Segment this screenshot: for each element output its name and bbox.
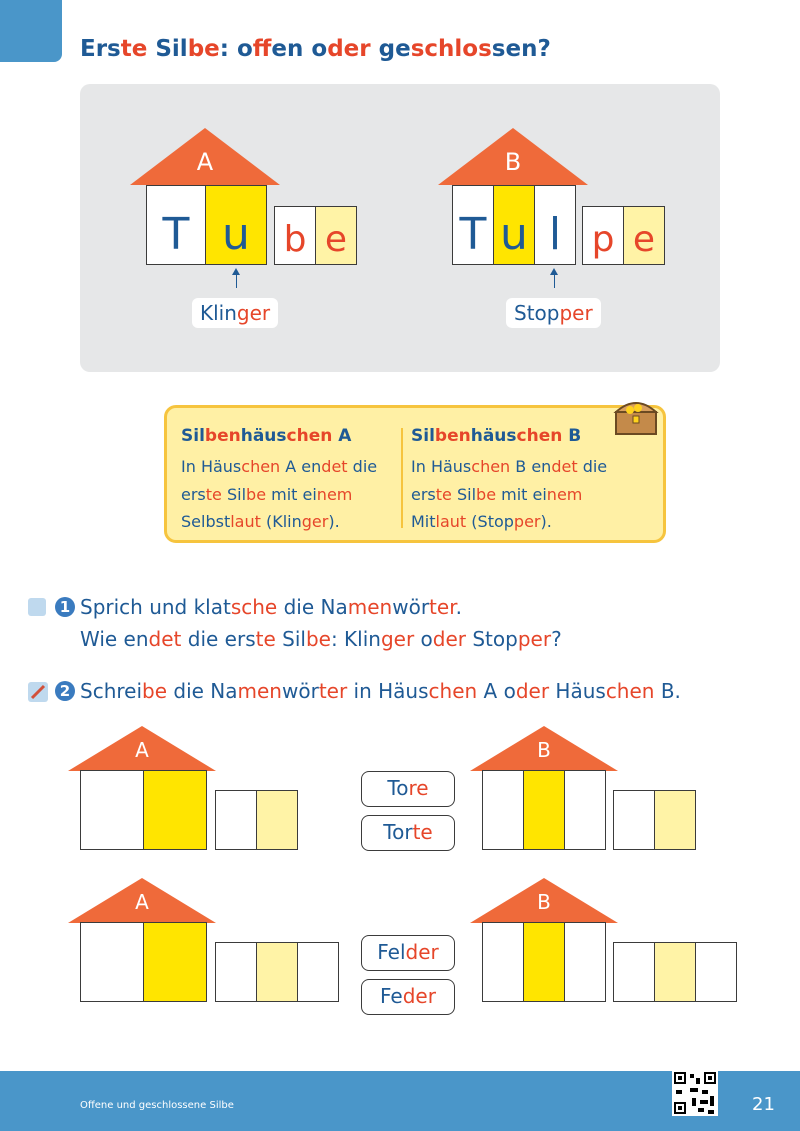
- write-cell[interactable]: [564, 922, 606, 1002]
- letter-cell: e: [623, 206, 665, 265]
- text-segment: laut: [230, 512, 261, 531]
- text-segment: häus: [470, 426, 517, 446]
- text-segment: ff: [252, 36, 272, 62]
- text-segment: Sil: [451, 484, 477, 504]
- write-cell[interactable]: [613, 942, 655, 1002]
- text-segment: Sil: [411, 426, 435, 446]
- text-segment: B: [562, 426, 582, 446]
- word-card[interactable]: [361, 935, 455, 971]
- label-klinger: [192, 298, 278, 328]
- text-segment: Sil: [181, 426, 205, 446]
- write-cell[interactable]: [613, 790, 655, 850]
- arrow-line: [554, 274, 555, 288]
- text-segment: det: [148, 627, 182, 651]
- text-segment: Sil: [221, 484, 247, 504]
- text-segment: ger: [236, 301, 271, 325]
- roof-letter: B: [537, 890, 551, 914]
- task-number: 2: [55, 681, 75, 701]
- treasure-chest-icon: [612, 394, 662, 438]
- write-cell[interactable]: [143, 770, 207, 850]
- text-segment: Häus: [549, 679, 606, 703]
- text-segment: per: [513, 512, 541, 531]
- footer-title: Offene und geschlossene Silbe: [80, 1100, 234, 1111]
- text-segment: ter: [318, 679, 348, 703]
- text-segment: ben: [204, 426, 241, 446]
- text-segment: B.: [654, 679, 681, 703]
- info-column-a: [181, 422, 377, 536]
- text-segment: be: [142, 679, 168, 703]
- write-cell[interactable]: [215, 942, 257, 1002]
- text-segment: in Häus: [347, 679, 429, 703]
- write-cell[interactable]: [215, 790, 257, 850]
- letter-cell: T: [146, 185, 206, 265]
- write-cell[interactable]: [523, 922, 565, 1002]
- info-heading: [181, 422, 377, 450]
- text-segment: ).: [328, 512, 340, 531]
- page-title: [80, 36, 551, 62]
- info-line: [181, 481, 377, 509]
- info-heading: [411, 422, 607, 450]
- text-segment: per: [559, 301, 593, 325]
- task-2-line-1: [80, 679, 681, 703]
- write-cell[interactable]: [564, 770, 606, 850]
- write-cell[interactable]: [482, 770, 524, 850]
- text-segment: Sil: [147, 36, 188, 62]
- info-column-b: [411, 422, 607, 536]
- text-segment: chen: [241, 457, 281, 476]
- text-segment: be: [476, 484, 497, 504]
- letter-cell: u: [205, 185, 267, 265]
- task-1-line-1: [80, 595, 462, 619]
- clap-hands-icon: [28, 598, 46, 616]
- text-segment: te: [120, 36, 148, 62]
- text-segment: A o: [477, 679, 516, 703]
- qr-code-icon[interactable]: [672, 1070, 718, 1116]
- text-segment: o: [303, 36, 328, 62]
- write-cell[interactable]: [482, 922, 524, 1002]
- write-cell[interactable]: [654, 942, 696, 1002]
- text-segment: ger: [301, 512, 329, 531]
- info-line: [411, 453, 607, 481]
- text-segment: (Stop: [466, 512, 514, 531]
- write-cell[interactable]: [256, 942, 298, 1002]
- text-segment: schlos: [410, 36, 492, 62]
- write-cell[interactable]: [80, 922, 144, 1002]
- text-segment: Sprich und klat: [80, 595, 231, 619]
- info-box: [164, 405, 666, 543]
- text-segment: ge: [370, 36, 411, 62]
- text-segment: te: [205, 484, 222, 504]
- text-segment: nem: [316, 484, 353, 504]
- text-segment: Klin: [200, 301, 237, 325]
- text-segment: ter: [429, 595, 456, 619]
- roof-letter-a: A: [196, 148, 214, 176]
- text-segment: re: [408, 776, 429, 800]
- roof-letter: A: [135, 890, 149, 914]
- info-line: [411, 481, 607, 509]
- text-segment: Mit: [411, 512, 436, 531]
- text-segment: A en: [280, 457, 322, 476]
- text-segment: die ers: [181, 627, 256, 651]
- write-cell[interactable]: [297, 942, 339, 1002]
- text-segment: .: [455, 595, 462, 619]
- text-segment: To: [387, 776, 409, 800]
- text-segment: der: [402, 984, 436, 1008]
- text-segment: In Häus: [411, 457, 472, 476]
- text-segment: Schrei: [80, 679, 143, 703]
- task-1-line-2: [80, 627, 562, 651]
- label-stopper: [506, 298, 601, 328]
- letter-cell: e: [315, 206, 357, 265]
- word-card[interactable]: [361, 771, 455, 807]
- roof-letter: A: [135, 738, 149, 762]
- text-segment: Sil: [275, 627, 306, 651]
- text-segment: wör: [281, 679, 319, 703]
- text-segment: chen: [286, 426, 333, 446]
- write-cell[interactable]: [143, 922, 207, 1002]
- text-segment: wör: [392, 595, 430, 619]
- info-divider: [401, 428, 403, 528]
- text-segment: der: [405, 940, 439, 964]
- text-segment: en: [271, 36, 304, 62]
- text-segment: det: [321, 457, 348, 476]
- text-segment: Stop: [466, 627, 518, 651]
- info-line: [411, 508, 607, 536]
- text-segment: chen: [605, 679, 655, 703]
- write-cell[interactable]: [654, 790, 696, 850]
- text-segment: Fel: [377, 940, 406, 964]
- letter-cell: T: [452, 185, 494, 265]
- text-segment: te: [412, 820, 433, 844]
- text-segment: ).: [540, 512, 552, 531]
- text-segment: Selbst: [181, 512, 231, 531]
- text-segment: häus: [240, 426, 287, 446]
- pencil-icon: [28, 682, 48, 702]
- text-segment: men: [347, 595, 393, 619]
- word-card[interactable]: [361, 979, 455, 1015]
- text-segment: te: [255, 627, 276, 651]
- text-segment: sen?: [491, 36, 551, 62]
- write-cell[interactable]: [256, 790, 298, 850]
- text-segment: ers: [411, 484, 436, 504]
- text-segment: die Na: [167, 679, 238, 703]
- letter-cell: b: [274, 206, 316, 265]
- text-segment: ers: [181, 484, 206, 504]
- text-segment: chen: [428, 679, 478, 703]
- text-segment: : o: [219, 36, 253, 62]
- text-segment: chen: [471, 457, 511, 476]
- text-segment: die: [347, 457, 378, 476]
- text-segment: der: [327, 36, 371, 62]
- text-segment: mit ei: [496, 484, 547, 504]
- text-segment: Ers: [80, 36, 121, 62]
- task-number: 1: [55, 597, 75, 617]
- text-segment: per: [517, 627, 552, 651]
- text-segment: ?: [551, 627, 562, 651]
- text-segment: be: [305, 627, 331, 651]
- text-segment: A: [332, 426, 352, 446]
- text-segment: der: [515, 679, 550, 703]
- text-segment: ger: [380, 627, 415, 651]
- text-segment: Tor: [383, 820, 413, 844]
- text-segment: o: [414, 627, 433, 651]
- roof-letter-b: B: [504, 148, 522, 176]
- text-segment: Fe: [380, 984, 403, 1008]
- info-line: [181, 453, 377, 481]
- text-segment: ben: [434, 426, 471, 446]
- text-segment: be: [187, 36, 220, 62]
- text-segment: mit ei: [266, 484, 317, 504]
- letter-cell: l: [534, 185, 576, 265]
- text-segment: der: [432, 627, 466, 651]
- text-segment: laut: [435, 512, 467, 531]
- roof-letter: B: [537, 738, 551, 762]
- letter-cell: u: [493, 185, 535, 265]
- text-segment: be: [246, 484, 267, 504]
- text-segment: (Klin: [260, 512, 302, 531]
- corner-tab: [0, 0, 62, 62]
- text-segment: Stop: [514, 301, 560, 325]
- text-segment: sche: [230, 595, 278, 619]
- text-segment: die: [577, 457, 608, 476]
- info-line: [181, 508, 377, 536]
- text-segment: nem: [546, 484, 583, 504]
- text-segment: B en: [510, 457, 552, 476]
- write-cell[interactable]: [695, 942, 737, 1002]
- letter-cell: p: [582, 206, 624, 265]
- text-segment: chen: [516, 426, 563, 446]
- text-segment: In Häus: [181, 457, 242, 476]
- word-card[interactable]: [361, 815, 455, 851]
- text-segment: die Na: [277, 595, 348, 619]
- write-cell[interactable]: [80, 770, 144, 850]
- arrow-line: [236, 274, 237, 288]
- text-segment: Wie en: [80, 627, 149, 651]
- text-segment: : Klin: [330, 627, 381, 651]
- write-cell[interactable]: [523, 770, 565, 850]
- text-segment: te: [435, 484, 452, 504]
- text-segment: det: [551, 457, 578, 476]
- page-number: 21: [752, 1094, 775, 1115]
- text-segment: men: [237, 679, 282, 703]
